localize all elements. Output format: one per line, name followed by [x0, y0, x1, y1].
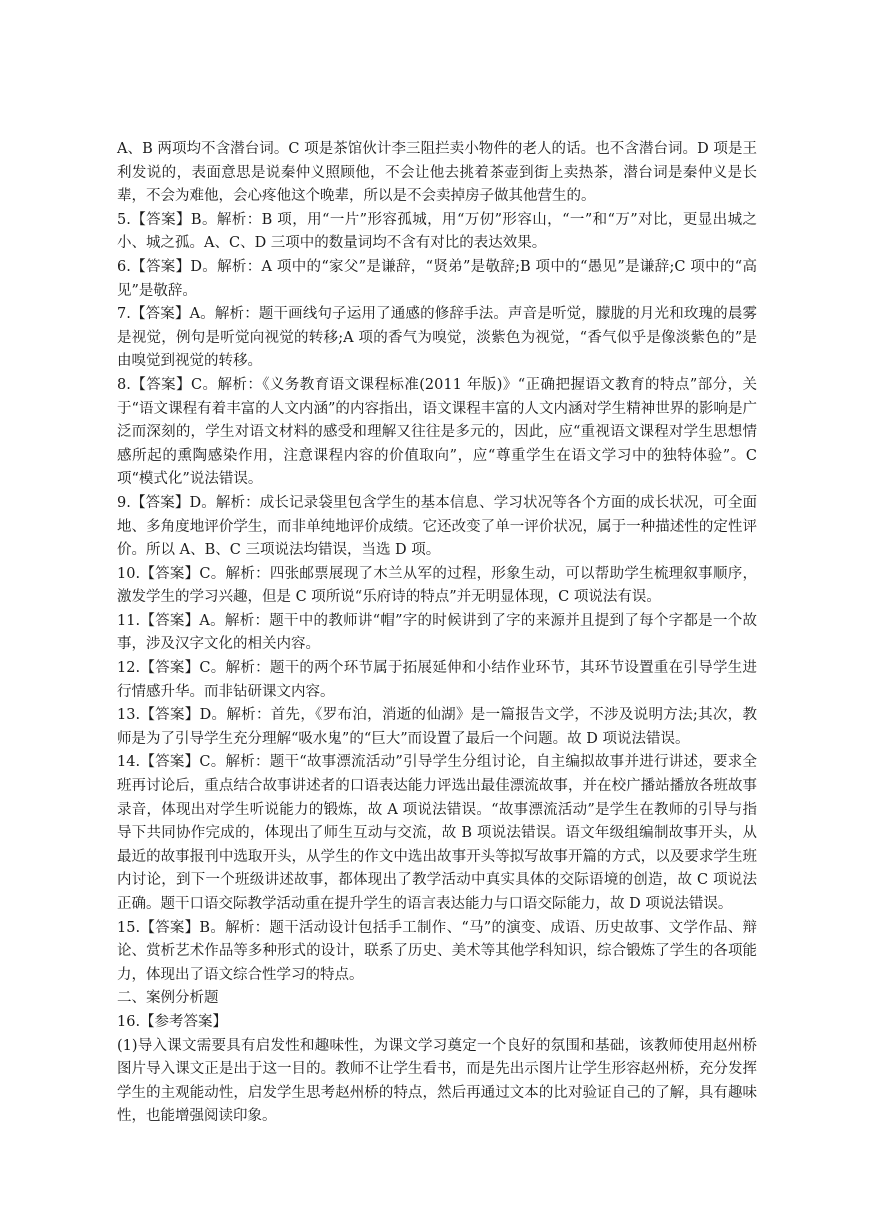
answer-paragraph-13: 13.【答案】D。解析：首先，《罗布泊，消逝的仙湖》是一篇报告文学，不涉及说明方法;其次，教师是为了引导学生充分理解“吸水鬼”的“巨大”而设置了最后一个问题。故 D 项说法错误。 — [117, 707, 757, 747]
answer-paragraph-6: 6.【答案】D。解析：A 项中的“家父”是谦辞，“贤弟”是敬辞;B 项中的“愚见”是谦辞;C 项中的“高见”是敬辞。 — [117, 258, 757, 299]
answer-paragraph-14: 14.【答案】C。解析：题干“故事漂流活动”引导学生分组讨论，自主编拟故事并进行讲述，要求全班再讨论后，重点结合故事讲述者的口语表达能力评选出最佳漂流故事，并在校广播站播放各班故事录音，体现出对学生听说能力的锻炼，故 A 项说法错误。“故事漂流活动”是学生在教师的引导与指导下共同协作完成的，体现出了师生互动与交流，故 B 项说法错误。语文年级组编制故事开头，从最近的故事报刊中选取开头，从学生的作文中选出故事开头等拟写故事开篇的方式，以及要求学生班内讨论，到下一个班级讲述故事，都体现出了教学活动中真实具体的交际语境的创造，故 C 项说法正确。题干口语交际教学活动重在提升学生的语言表达能力与口语交际能力，故 D 项说法错误。 — [117, 754, 757, 912]
answer-paragraph-5: 5.【答案】B。解析：B 项，用“一片”形容孤城，用“万仞”形容山，“一”和“万”对比，更显出城之小、城之孤。A、C、D 三项中的数量词均不含有对比的表达效果。 — [117, 211, 757, 252]
answer-paragraph-4-continued: A、B 两项均不含潜台词。C 项是茶馆伙计李三阻拦卖小物件的老人的话。也不含潜台词。D 项是王利发说的，表面意思是说秦仲义照顾他，不会让他去挑着茶壶到街上卖热茶，潜台词是秦仲义是长辈，不会为难他，会心疼他这个晚辈，所以是不会卖掉房子做其他营生的。 — [117, 141, 757, 205]
answer-paragraph-8: 8.【答案】C。解析：《义务教育语文课程标准(2011 年版)》“正确把握语文教育的特点”部分，关于“语文课程有着丰富的人文内涵”的内容指出，语文课程丰富的人文内涵对学生精神世界的影响是广泛而深刻的，学生对语文材料的感受和理解又往往是多元的，因此，应“重视语文课程对学生思想情感所起的熏陶感染作用，注意课程内容的价值取向”，应“尊重学生在语文学习中的独特体验”。C 项“模式化”说法错误。 — [117, 376, 757, 488]
answer-paragraph-9: 9.【答案】D。解析：成长记录袋里包含学生的基本信息、学习状况等各个方面的成长状况，可全面地、多角度地评价学生，而非单纯地评价成绩。它还改变了单一评价状况，属于一种描述性的定性评价。所以 A、B、C 三项说法均错误，当选 D 项。 — [117, 494, 757, 559]
answer-paragraph-7: 7.【答案】A。解析：题干画线句子运用了通感的修辞手法。声音是听觉，朦胧的月光和玫瑰的晨雾是视觉，例句是听觉向视觉的转移;A 项的香气为嗅觉，淡紫色为视觉，“香气似乎是像淡紫色的”是由嗅觉到视觉的转移。 — [117, 306, 757, 370]
answer-paragraph-16-part-1: (1)导入课文需要具有启发性和趣味性，为课文学习奠定一个良好的氛围和基础，该教师使用赵州桥图片导入课文正是出于这一目的。教师不让学生看书，而是先出示图片让学生形容赵州桥，充分发挥学生的主观能动性，启发学生思考赵州桥的特点，然后再通过文本的比对验证自己的了解，具有趣味性，也能增强阅读印象。 — [117, 1037, 757, 1125]
answer-paragraph-11: 11.【答案】A。解析：题干中的教师讲“帽”字的时候讲到了字的来源并且提到了每个字都是一个故事，涉及汉字文化的相关内容。 — [117, 612, 757, 653]
answer-heading-16: 16.【参考答案】 — [117, 1013, 228, 1030]
document-page — [117, 138, 757, 1129]
answer-paragraph-10: 10.【答案】C。解析：四张邮票展现了木兰从军的过程，形象生动，可以帮助学生梳理叙事顺序，激发学生的学习兴趣，但是 C 项所说“乐府诗的特点”并无明显体现，C 项说法有误。 — [117, 565, 757, 606]
section-heading-case-analysis: 二、案例分析题 — [117, 990, 219, 1007]
answer-paragraph-12: 12.【答案】C。解析：题干的两个环节属于拓展延伸和小结作业环节，其环节设置重在引导学生进行情感升华。而非钻研课文内容。 — [117, 660, 757, 700]
answer-paragraph-15: 15.【答案】B。解析：题干活动设计包括手工制作、“马”的演变、成语、历史故事、文学作品、辩论、赏析艺术作品等多种形式的设计，联系了历史、美术等其他学科知识，综合锻炼了学生的各项能力，体现出了语文综合性学习的特点。 — [117, 919, 757, 983]
